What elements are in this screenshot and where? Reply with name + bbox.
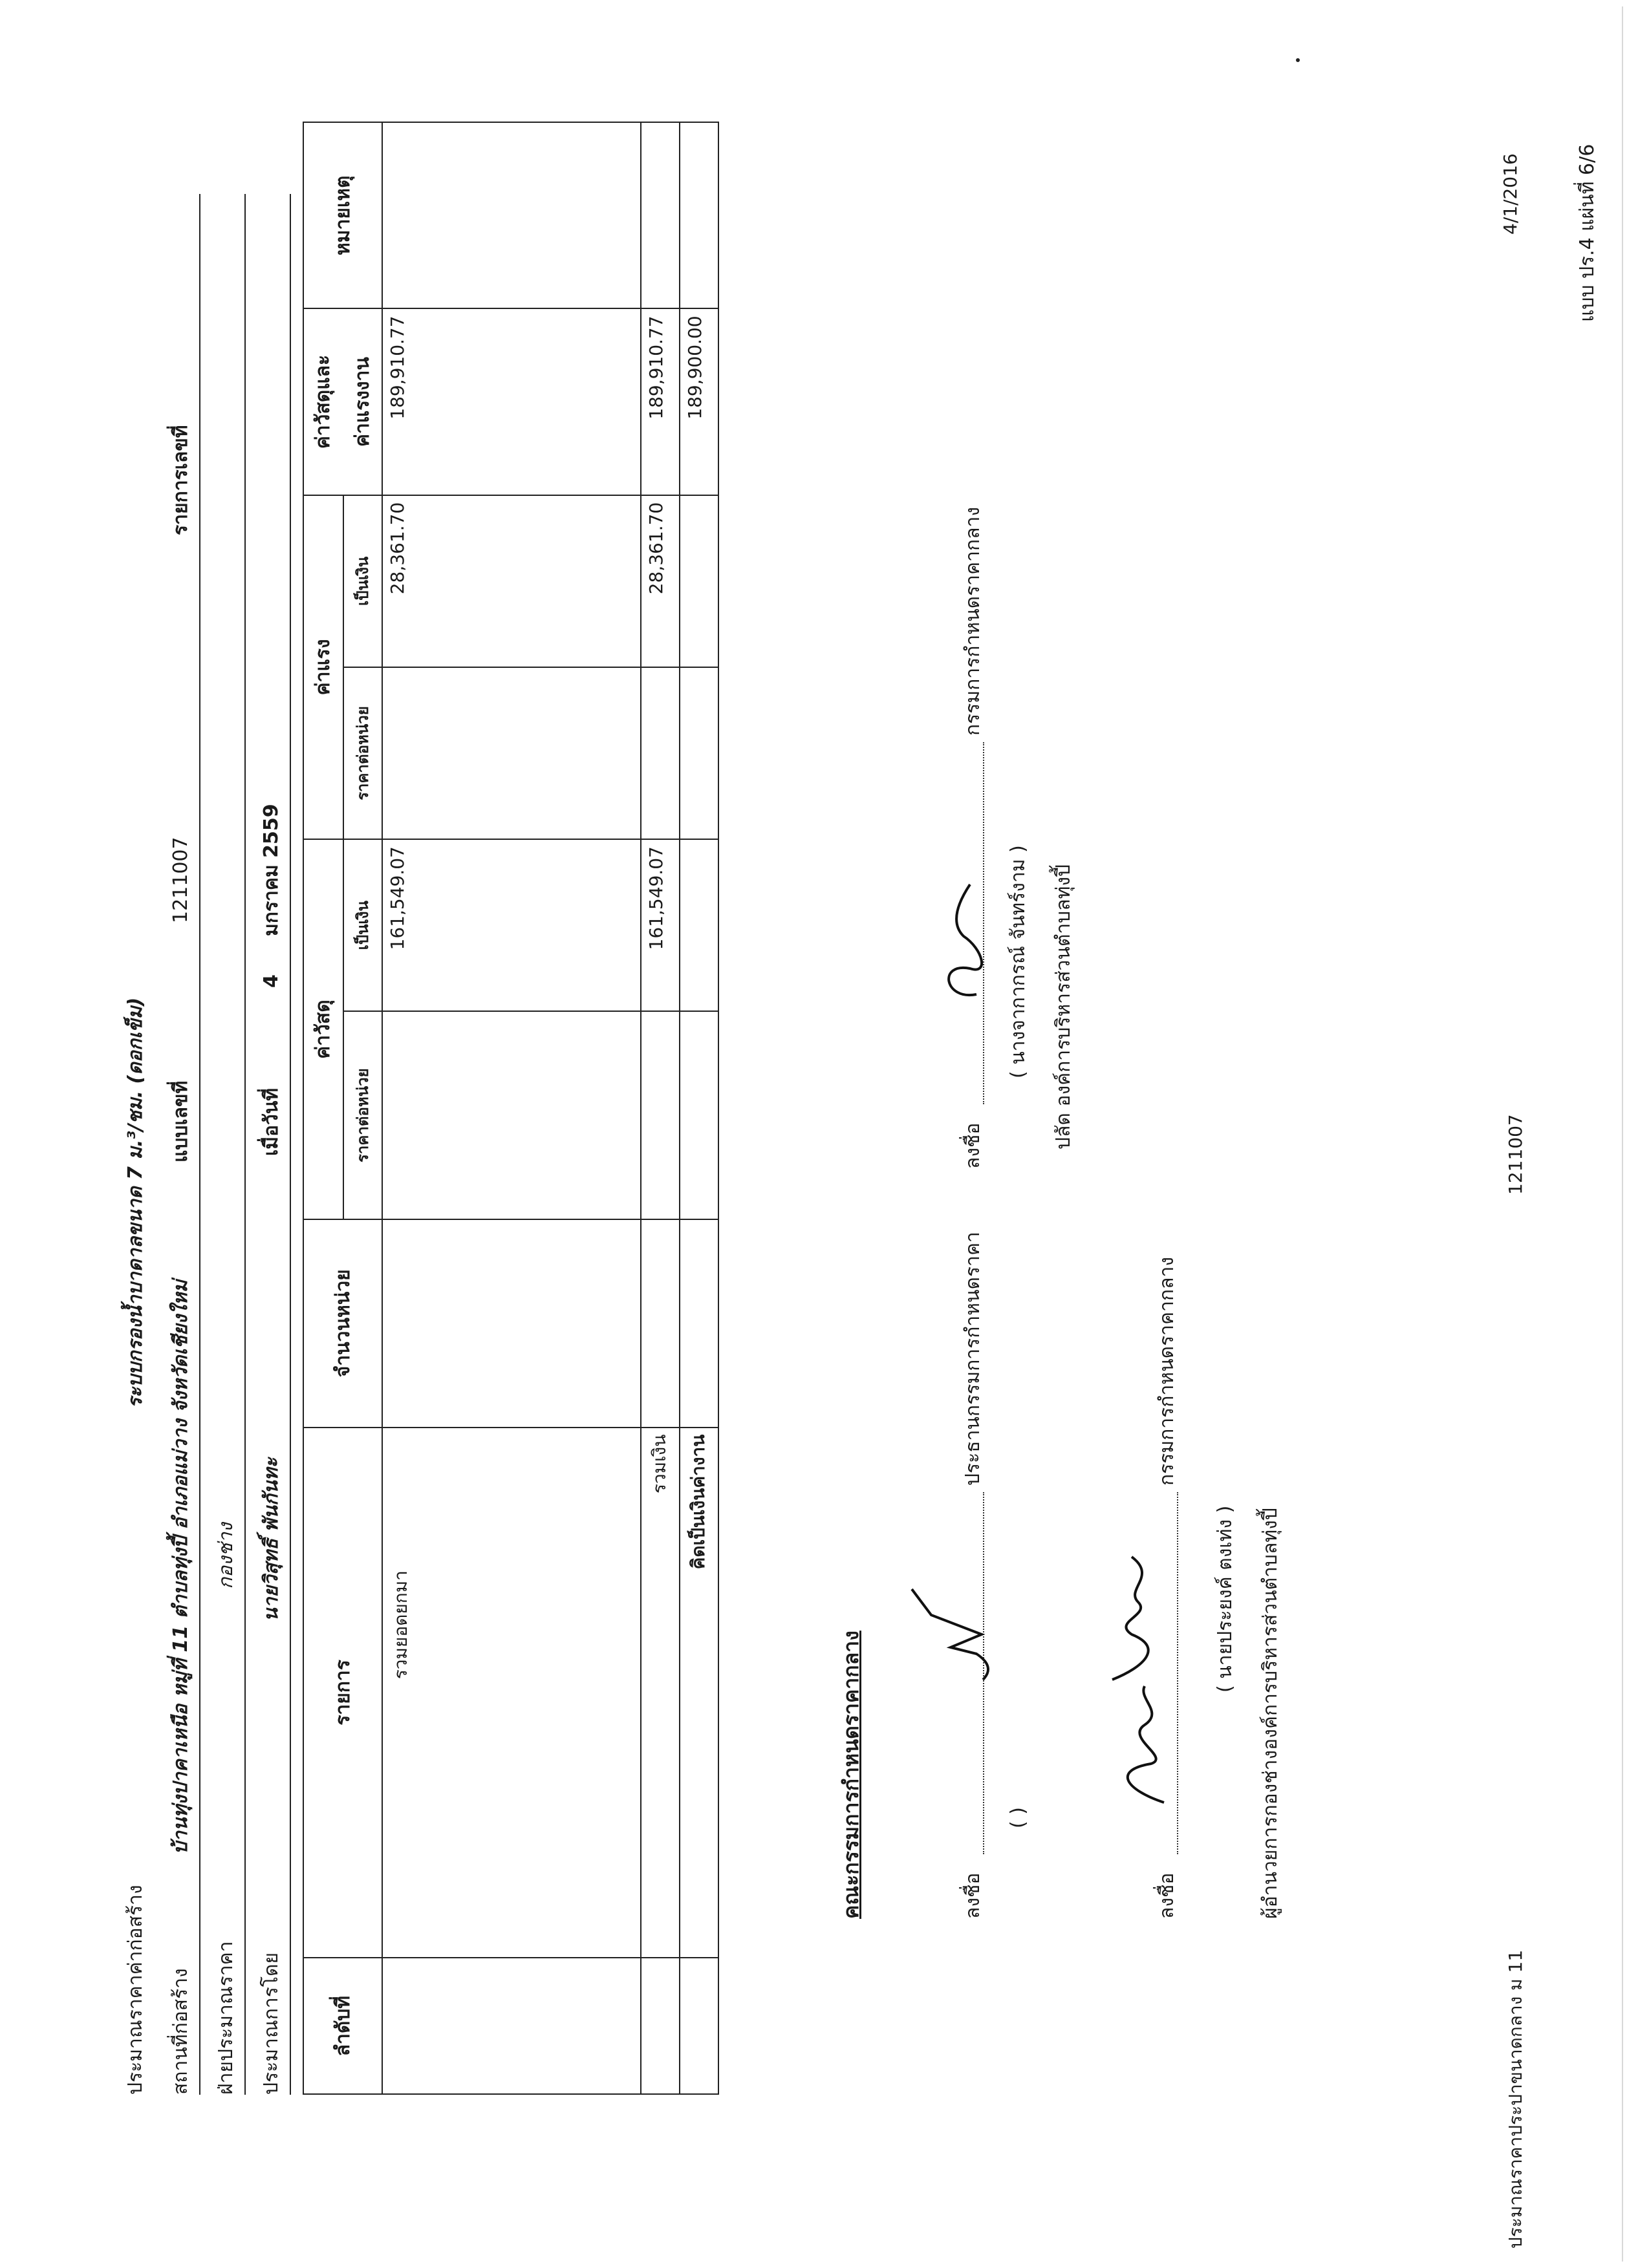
- design-no-value: 1211007: [169, 837, 192, 923]
- member2-title: ปลัด องค์การบริหารส่วนตำบลทุ่งปี้: [1052, 864, 1075, 1150]
- table-row-rounded: [680, 122, 718, 2094]
- col-remark-header: หมายเหตุ: [303, 122, 382, 308]
- sum-material-amount: 161,549.07: [641, 839, 680, 1011]
- header-rule-3: [290, 194, 291, 2095]
- date-day: 4: [260, 974, 283, 988]
- member2-role: กรรมการกำหนดราคากลาง: [962, 507, 984, 736]
- col-material-header: ค่าวัสดุ: [303, 839, 343, 1219]
- col-total-header: [303, 308, 382, 495]
- col-total-line1: ค่าวัสดุและ: [312, 354, 334, 449]
- date-label: เมื่อวันที่: [260, 1087, 283, 1156]
- chair-sign-prefix: ลงชื่อ: [962, 1872, 984, 1919]
- table-row-sum: [641, 122, 680, 2094]
- col-item-header: รายการ: [303, 1428, 382, 1958]
- cell-no: [382, 1958, 641, 2094]
- col-qty-header: จำนวนหน่วย: [303, 1219, 382, 1428]
- member1-sign-prefix: ลงชื่อ: [1156, 1872, 1178, 1919]
- material-amount-header: เป็นเงิน: [343, 839, 383, 1011]
- col-no-header: ลำดับที่: [303, 1958, 382, 2094]
- date-month-year: มกราคม 2559: [260, 804, 283, 936]
- col-total-line2: ค่าแรงงาน: [351, 357, 374, 447]
- carry-label: รวมยอดยกมา: [390, 1570, 411, 1680]
- footer-code: 1211007: [1505, 1114, 1526, 1195]
- form-code: แบบ ปร.4 แผ่นที่ 6/6: [1576, 144, 1599, 322]
- member2-signature: [918, 878, 996, 1007]
- estimator-label: ประมาณการโดย: [260, 1952, 283, 2095]
- print-date: 4/1/2016: [1500, 153, 1521, 235]
- labor-unit-price-header: ราคาต่อหน่วย: [343, 667, 383, 839]
- member1-name: ( นายประยงค์ ตงเท่ง ): [1214, 1505, 1236, 1693]
- sum-labor-amount: 28,361.70: [641, 495, 680, 667]
- dept-value: กองช่าง: [215, 1523, 237, 1589]
- site-value: บ้านทุ่งปาคาเหนือ หมู่ที่ 11 ตำบลทุ่งปี้ อำเภอแม่วาง จังหวัดเชียงใหม่: [169, 1279, 192, 1854]
- footer-left: ประมาณราคาประปาขนาดกลาง ม 11: [1505, 1949, 1526, 2249]
- estimator-value: นายวิสุทธิ์ พันกันทะ: [260, 1457, 283, 1621]
- material-unit-price-header: ราคาต่อหน่วย: [343, 1011, 383, 1219]
- estimate-table: [303, 122, 719, 2095]
- header-rule-1: [199, 194, 200, 2095]
- sum-label: รวมเงิน: [641, 1428, 680, 1958]
- site-label: สถานที่ก่อสร้าง: [169, 1968, 192, 2095]
- carry-material-amount: 161,549.07: [382, 839, 641, 1011]
- carry-total: 189,910.77: [382, 308, 641, 495]
- dept-label: ฝ่ายประมาณราคา: [215, 1941, 237, 2095]
- chair-role: ประธานกรรมการกำหนดราคา: [962, 1232, 984, 1486]
- project-title: ระบบกรองน้ำบาดาลขนาด 7 ม.³/ชม. (ดอกเข็ม): [124, 997, 147, 1408]
- col-labor-header: ค่าแรง: [303, 495, 343, 839]
- rounded-total: 189,900.00: [680, 308, 718, 495]
- member1-title: ผู้อำนวยการกองช่างองค์การบริหารส่วนตำบลทุ่งปี้: [1259, 1508, 1282, 1919]
- carry-labor-amount: 28,361.70: [382, 495, 641, 667]
- member1-signature: [1086, 1544, 1183, 1815]
- rounded-label: คิดเป็นเงินค่างาน: [680, 1428, 718, 1958]
- estimate-label: ประมาณราคาค่าก่อสร้าง: [124, 1885, 147, 2095]
- table-row-carry: [382, 122, 641, 2094]
- chair-name: ( ): [1007, 1807, 1029, 1828]
- labor-amount-header: เป็นเงิน: [343, 495, 383, 667]
- cell-carry-label: [382, 1428, 641, 1958]
- chair-signature: [905, 1544, 1009, 1686]
- sum-total: 189,910.77: [641, 308, 680, 495]
- committee-heading: คณะกรรมการกำหนดราคากลาง: [839, 1631, 863, 1919]
- item-no-label: รายการเลขที่: [169, 425, 192, 535]
- design-no-label: แบบเลขที่: [169, 1080, 192, 1162]
- member2-name: ( นางจากากรณ์ จันทร์งาม ): [1007, 845, 1029, 1078]
- member2-sign-prefix: ลงชื่อ: [962, 1122, 984, 1169]
- header-rule-2: [244, 194, 246, 2095]
- member1-role: กรรมการกำหนดราคากลาง: [1156, 1257, 1178, 1486]
